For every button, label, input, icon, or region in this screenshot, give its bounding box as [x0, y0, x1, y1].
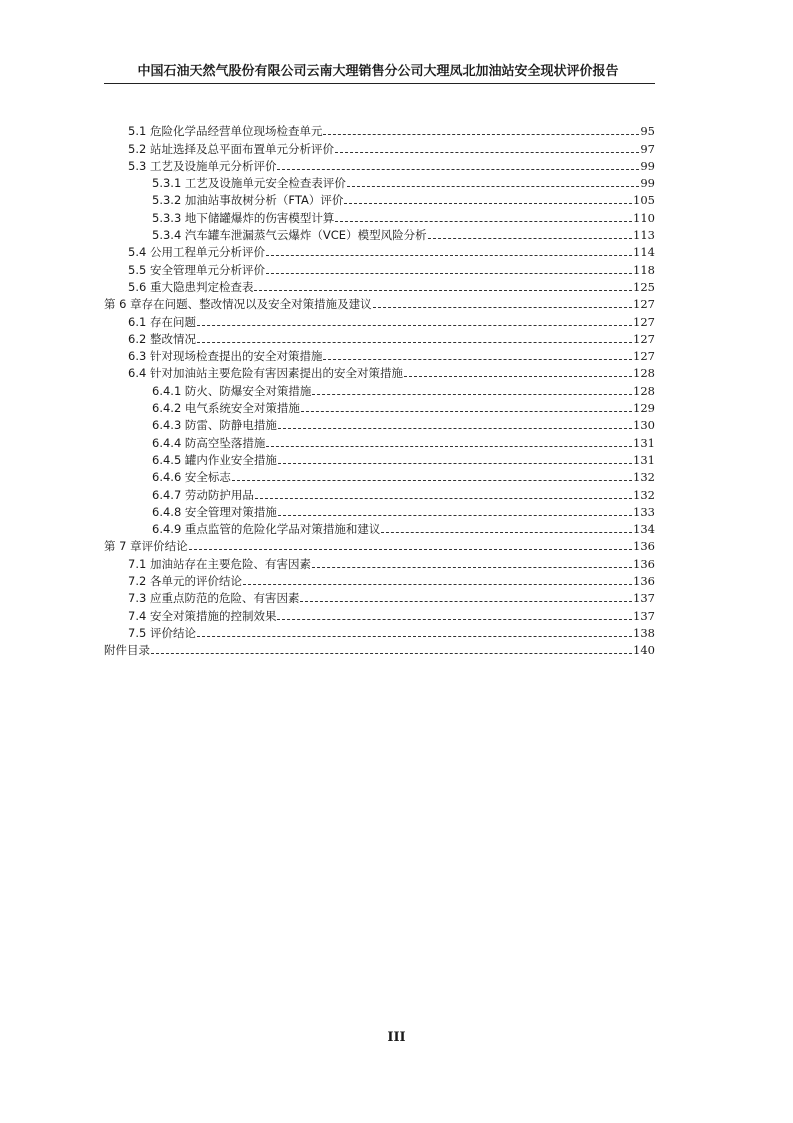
toc-entry[interactable]	[104, 364, 655, 381]
toc-entry-page: 140	[633, 643, 655, 658]
toc-leader-line	[344, 203, 632, 204]
toc-entry[interactable]	[104, 208, 655, 225]
toc-entry[interactable]	[104, 399, 655, 416]
toc-leader-line	[266, 255, 632, 256]
toc-entry-title: 5.5 安全管理单元分析评价	[128, 262, 265, 277]
toc-entry-page: 132	[633, 470, 655, 485]
toc-leader-line	[277, 619, 632, 620]
toc-entry-page: 97	[640, 141, 655, 156]
toc-leader-line	[278, 463, 632, 464]
toc-entry-page: 127	[633, 331, 655, 346]
toc-entry[interactable]	[104, 278, 655, 295]
toc-entry-page: 128	[633, 366, 655, 381]
toc-entry-page: 131	[633, 452, 655, 467]
toc-entry[interactable]	[104, 572, 655, 589]
toc-leader-line	[232, 480, 632, 481]
toc-entry-title: 5.3 工艺及设施单元分析评价	[128, 158, 277, 173]
table-of-contents	[104, 122, 655, 658]
toc-entry-page: 125	[633, 279, 655, 294]
toc-entry-title: 7.5 评价结论	[128, 625, 196, 640]
toc-entry-title: 5.3.1 工艺及设施单元安全检查表评价	[152, 176, 346, 191]
toc-leader-line	[300, 601, 632, 602]
toc-entry-title: 5.1 危险化学品经营单位现场检查单元	[128, 124, 323, 139]
toc-entry[interactable]	[104, 191, 655, 208]
toc-entry-page: 136	[633, 574, 655, 589]
toc-entry-page: 113	[633, 228, 655, 243]
toc-entry-page: 99	[640, 176, 655, 191]
toc-leader-line	[197, 636, 632, 637]
toc-entry-title: 6.2 整改情况	[128, 331, 196, 346]
toc-leader-line	[312, 567, 632, 568]
toc-entry[interactable]	[104, 122, 655, 139]
toc-entry-page: 136	[633, 556, 655, 571]
toc-entry[interactable]	[104, 520, 655, 537]
toc-entry[interactable]	[104, 260, 655, 277]
toc-entry-title: 5.4 公用工程单元分析评价	[128, 245, 265, 260]
toc-entry-title: 6.3 针对现场检查提出的安全对策措施	[128, 349, 323, 364]
toc-leader-line	[151, 653, 632, 654]
toc-entry-page: 128	[633, 383, 655, 398]
toc-leader-line	[335, 152, 639, 153]
toc-entry-title: 6.4.4 防高空坠落措施	[152, 435, 266, 450]
toc-leader-line	[255, 498, 632, 499]
toc-entry[interactable]	[104, 330, 655, 347]
toc-entry-title: 6.4.3 防雷、防静电措施	[152, 418, 277, 433]
toc-leader-line	[243, 584, 632, 585]
toc-entry-page: 130	[633, 418, 655, 433]
toc-entry[interactable]	[104, 226, 655, 243]
toc-leader-line	[266, 273, 632, 274]
toc-entry-page: 110	[633, 210, 655, 225]
toc-entry[interactable]	[104, 589, 655, 606]
toc-entry[interactable]	[104, 174, 655, 191]
toc-entry-page: 132	[633, 487, 655, 502]
toc-entry-title: 6.4.1 防火、防爆安全对策措施	[152, 383, 312, 398]
toc-entry[interactable]	[104, 485, 655, 502]
toc-entry-page: 127	[633, 314, 655, 329]
toc-leader-line	[312, 394, 632, 395]
toc-entry-title: 5.2 站址选择及总平面布置单元分析评价	[128, 141, 334, 156]
toc-leader-line	[277, 169, 639, 170]
toc-entry-page: 127	[633, 349, 655, 364]
toc-leader-line	[428, 238, 632, 239]
toc-entry-title: 7.3 应重点防范的危险、有害因素	[128, 591, 300, 606]
toc-entry-title: 5.3.3 地下储罐爆炸的伤害模型计算	[152, 210, 335, 225]
toc-leader-line	[278, 515, 632, 516]
toc-entry-page: 95	[640, 124, 655, 139]
toc-entry-title: 6.4.6 安全标志	[152, 470, 231, 485]
toc-entry-page: 105	[633, 193, 655, 208]
toc-entry-page: 99	[640, 158, 655, 173]
toc-entry[interactable]	[104, 606, 655, 623]
toc-entry[interactable]	[104, 312, 655, 329]
toc-entry[interactable]	[104, 243, 655, 260]
toc-leader-line	[335, 221, 632, 222]
document-header: 中国石油天然气股份有限公司云南大理销售分公司大理凤北加油站安全现状评价报告	[137, 64, 619, 79]
toc-entry-title: 5.3.2 加油站事故树分析（FTA）评价	[152, 193, 344, 208]
header-divider	[104, 83, 655, 84]
toc-entry[interactable]	[104, 451, 655, 468]
toc-entry-page: 137	[633, 608, 655, 623]
toc-entry-page: 114	[633, 245, 655, 260]
toc-entry[interactable]	[104, 537, 655, 554]
toc-entry-title: 6.4.8 安全管理对策措施	[152, 504, 277, 519]
toc-entry-page: 138	[633, 625, 655, 640]
toc-entry-title: 第 6 章存在问题、整改情况以及安全对策措施及建议	[104, 297, 372, 312]
toc-leader-line	[373, 307, 632, 308]
toc-leader-line	[197, 342, 632, 343]
toc-entry[interactable]	[104, 416, 655, 433]
toc-entry-page: 136	[633, 539, 655, 554]
toc-leader-line	[189, 549, 632, 550]
toc-entry-page: 133	[633, 504, 655, 519]
toc-entry-title: 6.4 针对加油站主要危险有害因素提出的安全对策措施	[128, 366, 403, 381]
toc-entry[interactable]	[104, 641, 655, 658]
toc-leader-line	[301, 411, 632, 412]
toc-leader-line	[266, 446, 632, 447]
toc-entry-title: 6.4.5 罐内作业安全措施	[152, 452, 277, 467]
toc-entry-page: 127	[633, 297, 655, 312]
toc-entry-page: 134	[633, 522, 655, 537]
toc-leader-line	[278, 428, 632, 429]
toc-entry-page: 131	[633, 435, 655, 450]
toc-entry[interactable]	[104, 433, 655, 450]
toc-entry[interactable]	[104, 157, 655, 174]
toc-entry-title: 第 7 章评价结论	[104, 539, 188, 554]
toc-entry-title: 7.4 安全对策措施的控制效果	[128, 608, 277, 623]
page-number: III	[387, 1030, 406, 1045]
toc-entry-page: 129	[633, 401, 655, 416]
toc-entry-title: 5.3.4 汽车罐车泄漏蒸气云爆炸（VCE）模型风险分析	[152, 228, 427, 243]
toc-leader-line	[197, 325, 632, 326]
toc-entry-title: 6.4.7 劳动防护用品	[152, 487, 254, 502]
toc-entry[interactable]	[104, 554, 655, 571]
toc-entry-title: 附件目录	[104, 643, 150, 658]
toc-entry[interactable]	[104, 139, 655, 156]
toc-entry-title: 5.6 重大隐患判定检查表	[128, 279, 254, 294]
toc-entry[interactable]	[104, 503, 655, 520]
toc-leader-line	[381, 532, 632, 533]
toc-leader-line	[323, 359, 632, 360]
toc-leader-line	[254, 290, 632, 291]
toc-entry-page: 118	[633, 262, 655, 277]
toc-entry[interactable]	[104, 347, 655, 364]
toc-entry-title: 6.1 存在问题	[128, 314, 196, 329]
toc-leader-line	[323, 134, 639, 135]
toc-entry-title: 6.4.2 电气系统安全对策措施	[152, 401, 300, 416]
toc-entry[interactable]	[104, 295, 655, 312]
toc-entry-title: 7.1 加油站存在主要危险、有害因素	[128, 556, 311, 571]
toc-entry[interactable]	[104, 468, 655, 485]
toc-entry[interactable]	[104, 381, 655, 398]
toc-leader-line	[347, 186, 639, 187]
toc-entry-title: 6.4.9 重点监管的危险化学品对策措施和建议	[152, 522, 381, 537]
toc-leader-line	[404, 376, 632, 377]
toc-entry-title: 7.2 各单元的评价结论	[128, 574, 242, 589]
toc-entry-page: 137	[633, 591, 655, 606]
toc-entry[interactable]	[104, 624, 655, 641]
